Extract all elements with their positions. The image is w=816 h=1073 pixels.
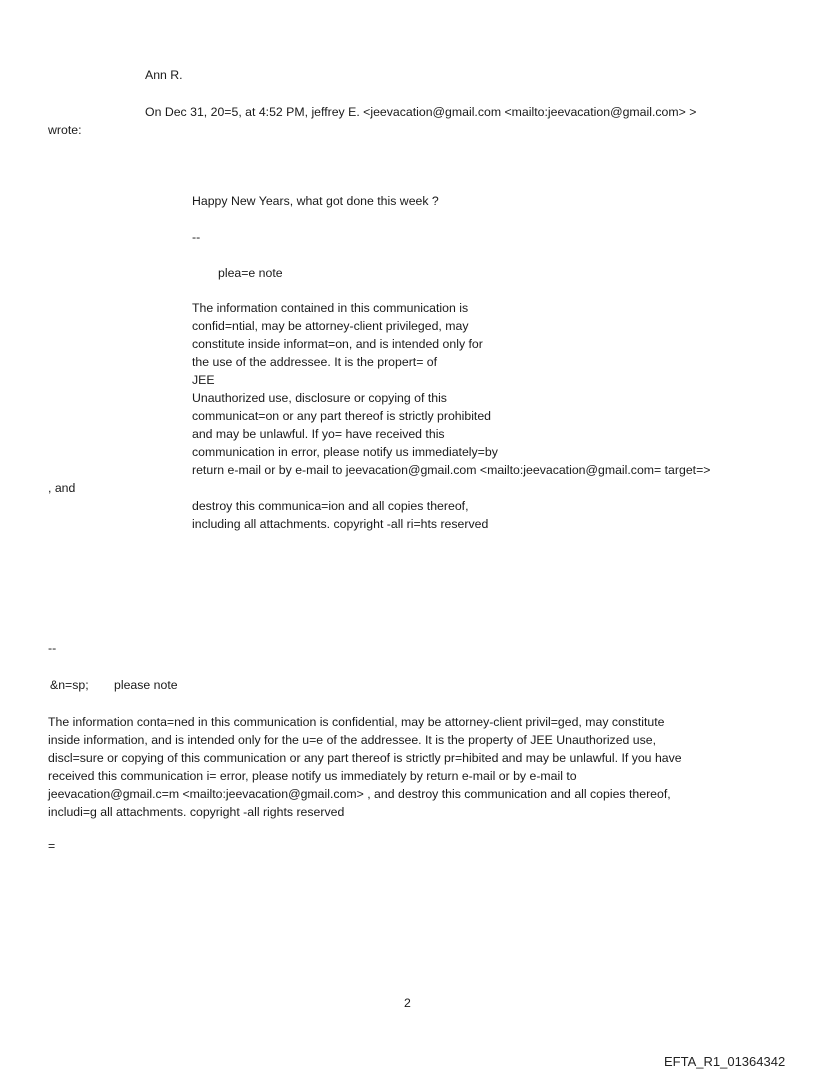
footer-disclaimer [48, 713, 682, 821]
quoted-disclaimer [192, 299, 710, 479]
quoted-note-label: plea=e note [218, 266, 283, 280]
email-signoff: Ann R. [145, 68, 183, 82]
closing-line: destroy this communica=ion and all copies thereof, [192, 499, 469, 513]
footer-separator: -- [48, 641, 57, 655]
disclaimer-line: communication in error, please notify us immediately=by [192, 445, 498, 459]
disclaimer-line: confid=ntial, may be attorney-client privileged, may [192, 319, 469, 333]
disclaimer-line: the use of the addressee. It is the propert= of [192, 355, 438, 369]
disclaimer-line: JEE [192, 373, 215, 387]
footer-note-label: please note [114, 678, 178, 692]
document-id: EFTA_R1_01364342 [664, 1054, 786, 1069]
quoted-and-fragment: , and [48, 481, 76, 495]
quoted-closing [192, 497, 488, 533]
footer-trailing-equals: = [48, 839, 56, 853]
reply-attribution-cont: wrote: [48, 123, 82, 137]
disclaimer-line: communicat=on or any part thereof is strictly prohibited [192, 409, 492, 423]
footer-disclaimer-line: jeevacation@gmail.c=m <mailto:jeevacation@gmail.com> , and destroy this communication and all copies thereof, [48, 787, 671, 801]
disclaimer-line: and may be unlawful. If yo= have received this [192, 427, 445, 441]
disclaimer-line: The information contained in this communication is [192, 301, 469, 315]
footer-disclaimer-line: discl=sure or copying of this communication or any part thereof is strictly pr=hibited and may be unlawful. If you have [48, 751, 682, 765]
footer-disclaimer-line: includi=g all attachments. copyright -all rights reserved [48, 805, 345, 819]
reply-attribution: On Dec 31, 20=5, at 4:52 PM, jeffrey E. <jeevacation@gmail.com <mailto:jeevacation@gmail.com> > [145, 105, 697, 119]
closing-line: including all attachments. copyright -all ri=hts reserved [192, 517, 489, 531]
footer-disclaimer-line: inside information, and is intended only for the u=e of the addressee. It is the property of JEE Unauthorized use, [48, 733, 657, 747]
quoted-separator: -- [192, 230, 201, 244]
footer-nbsp-text: &n=sp; [50, 678, 89, 692]
footer-disclaimer-line: The information conta=ned in this communication is confidential, may be attorney-client privil=ged, may constitute [48, 715, 665, 729]
footer-disclaimer-line: received this communication i= error, please notify us immediately by return e-mail or by e-mail to [48, 769, 577, 783]
disclaimer-line: constitute inside informat=on, and is intended only for [192, 337, 483, 351]
disclaimer-line: return e-mail or by e-mail to jeevacation@gmail.com <mailto:jeevacation@gmail.com= target=> [192, 463, 711, 477]
page-number: 2 [404, 996, 411, 1010]
disclaimer-line: Unauthorized use, disclosure or copying of this [192, 391, 447, 405]
quoted-greeting: Happy New Years, what got done this week ? [192, 194, 439, 208]
